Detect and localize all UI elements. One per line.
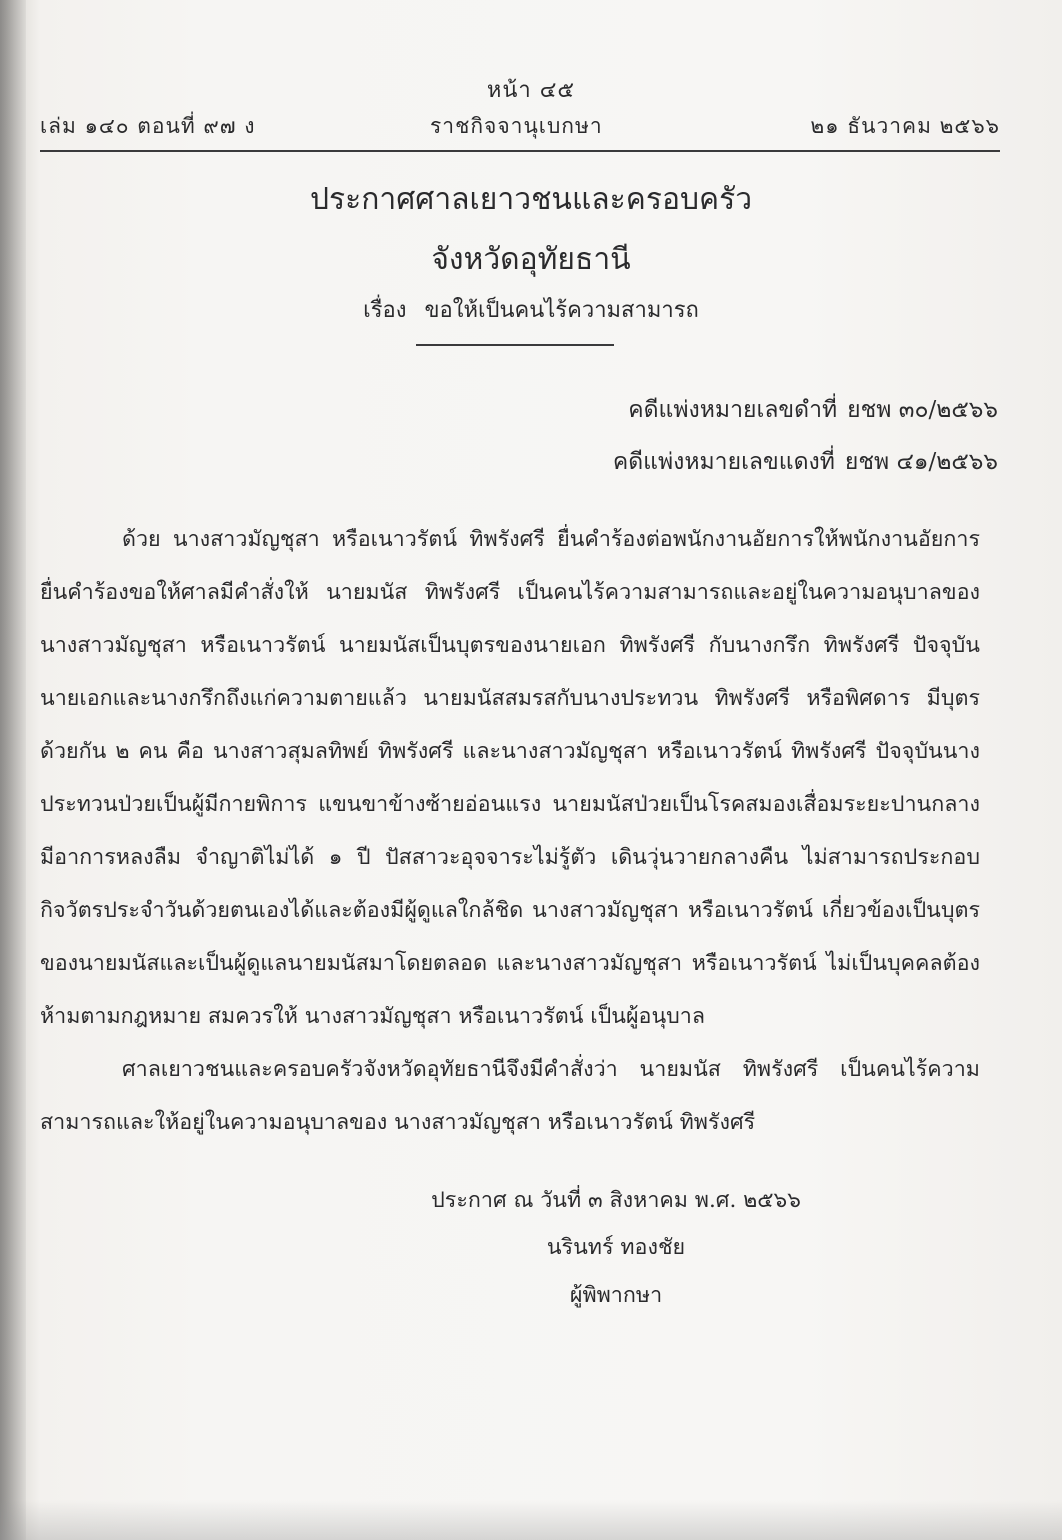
signer-name: นรินทร์ ทองชัย xyxy=(546,1235,686,1260)
announcement-subject xyxy=(0,292,1062,327)
black-case-value: ยชพ ๓๐/๒๕๖๖ xyxy=(847,397,998,423)
signer-position: ผู้พิพากษา xyxy=(569,1283,663,1308)
gazette-date: ๒๑ ธันวาคม ๒๕๖๖ xyxy=(810,114,1000,138)
order-paragraph: ศาลเยาวชนและครอบครัวจังหวัดอุทัยธานีจึงมีคำสั่งว่า นายมนัส ทิพรังศรี เป็นคนไร้ความสามารถและให้อยู่ในความอนุบาลของ นางสาวมัญชุสา หรือเนาวรัตน์ ทิพรังศรี xyxy=(40,1057,980,1135)
gazette-name: ราชกิจจานุเบกษา xyxy=(430,114,603,138)
announcement-title: ประกาศศาลเยาวชนและครอบครัว xyxy=(309,182,753,217)
announce-date: ประกาศ ณ วันที่ ๓ สิงหาคม พ.ศ. ๒๕๖๖ xyxy=(431,1188,801,1213)
red-case-value: ยชพ ๔๑/๒๕๖๖ xyxy=(844,449,998,475)
black-case-number xyxy=(628,392,998,428)
gazette-header xyxy=(40,110,1000,144)
page-number: หน้า ๔๕ xyxy=(486,78,576,103)
header-divider xyxy=(40,150,1000,152)
subject-text: ขอให้เป็นคนไร้ความสามารถ xyxy=(424,298,699,323)
red-case-label: คดีแพ่งหมายเลขแดงที่ xyxy=(612,449,835,475)
body-paragraph: ด้วย นางสาวมัญชุสา หรือเนาวรัตน์ ทิพรังศรี ยื่นคำร้องต่อพนักงานอัยการให้พนักงานอัยการยื่นคำร้องขอให้ศาลมีคำสั่งให้ นายมนัส ทิพรังศรี เป็นคนไร้ความสามารถและอยู่ในความอนุบาลของ นางสาวมัญชุสา หรือเนาวรัตน์ นายมนัสเป็นบุตรของนายเอก ทิพรังศรี กับนางกรึก ทิพรังศรี ปัจจุบัน นายเอกและนางกรึกถึงแก่ความตายแล้ว นายมนัสสมรสกับนางประทวน ทิพรังศรี หรือพิศดาร มีบุตรด้วยกัน ๒ คน คือ นางสาวสุมลทิพย์ ทิพรังศรี และนางสาวมัญชุสา หรือเนาวรัตน์ ทิพรังศรี ปัจจุบันนางประทวนป่วยเป็นผู้มีกายพิการ แขนขาข้างซ้ายอ่อนแรง นายมนัสป่วยเป็นโรคสมองเสื่อมระยะปานกลาง มีอาการหลงลืม จำญาติไม่ได้ ๑ ปี ปัสสาวะอุจจาระไม่รู้ตัว เดินวุ่นวายกลางคืน ไม่สามารถประกอบกิจวัตรประจำวันด้วยตนเองได้และต้องมีผู้ดูแลใกล้ชิด นางสาวมัญชุสา หรือเนาวรัตน์ เกี่ยวข้องเป็นบุตรของนายมนัสและเป็นผู้ดูแลนายมนัสมาโดยตลอด และนางสาวมัญชุสา หรือเนาวรัตน์ ไม่เป็นบุคคลต้องห้ามตามกฎหมาย สมควรให้ นางสาวมัญชุสา หรือเนาวรัตน์ เป็นผู้อนุบาล xyxy=(40,527,980,1029)
black-case-label: คดีแพ่งหมายเลขดำที่ xyxy=(628,397,838,423)
page-bottom-shadow xyxy=(0,1500,1062,1540)
red-case-number xyxy=(613,444,998,480)
announcement-province: จังหวัดอุทัยธานี xyxy=(431,242,631,277)
title-divider xyxy=(416,344,614,346)
subject-label: เรื่อง xyxy=(363,298,407,323)
announcement-body xyxy=(40,513,980,1149)
volume-issue: เล่ม ๑๔๐ ตอนที่ ๙๗ ง xyxy=(40,114,256,138)
